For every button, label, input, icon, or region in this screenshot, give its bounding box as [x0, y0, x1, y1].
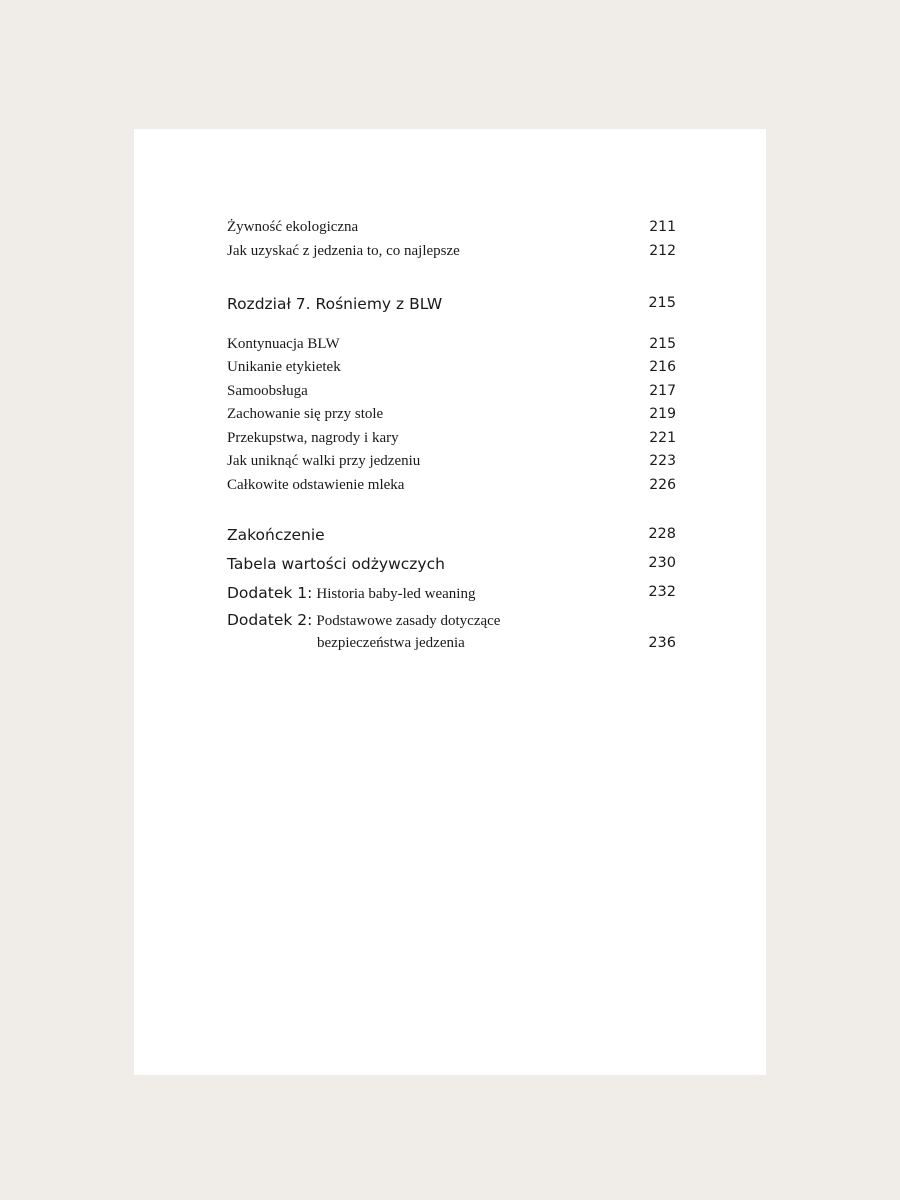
toc-entry-title: Żywność ekologiczna [227, 219, 359, 235]
section-title: Tabela wartości odżywczych [227, 555, 445, 573]
toc-entry-title: Przekupstwa, nagrody i kary [227, 430, 399, 446]
chapter-page: 215 [648, 295, 676, 311]
toc-entry-page: 226 [649, 477, 676, 493]
appendix-title-line [227, 611, 500, 630]
toc-entry-page: 212 [649, 243, 676, 259]
chapter-title: Rozdział 7. Rośniemy z BLW [227, 295, 443, 313]
appendix-title-line [227, 584, 475, 603]
toc-entry-title: Kontynuacja BLW [227, 336, 340, 352]
toc-entry-page: 219 [649, 406, 676, 422]
toc-entry-title: Jak uzyskać z jedzenia to, co najlepsze [227, 243, 460, 259]
toc-entry-page: 211 [649, 219, 676, 235]
appendix-title-continued: bezpieczeństwa jedzenia [317, 635, 465, 651]
book-page [134, 129, 766, 1075]
toc-entry-page: 215 [649, 336, 676, 352]
toc-entry-page: 221 [649, 430, 676, 446]
section-page: 228 [648, 526, 676, 542]
appendix-title: Podstawowe zasady dotyczące [316, 613, 501, 629]
toc-entry-title: Samoobsługa [227, 383, 308, 399]
toc-entry-title: Całkowite odstawienie mleka [227, 477, 405, 493]
appendix-label: Dodatek 2: [227, 611, 313, 629]
appendix-label: Dodatek 1: [227, 584, 313, 602]
toc-entry-page: 217 [649, 383, 676, 399]
toc-entry-title: Unikanie etykietek [227, 359, 341, 375]
appendix-title: Historia baby-led weaning [316, 586, 476, 602]
toc-entry-title: Zachowanie się przy stole [227, 406, 384, 422]
toc-entry-page: 216 [649, 359, 676, 375]
appendix-page: 232 [648, 584, 676, 600]
appendix-page: 236 [648, 635, 676, 651]
section-title: Zakończenie [227, 526, 325, 544]
toc-entry-title: Jak uniknąć walki przy jedzeniu [227, 453, 421, 469]
toc-entry-page: 223 [649, 453, 676, 469]
section-page: 230 [648, 555, 676, 571]
